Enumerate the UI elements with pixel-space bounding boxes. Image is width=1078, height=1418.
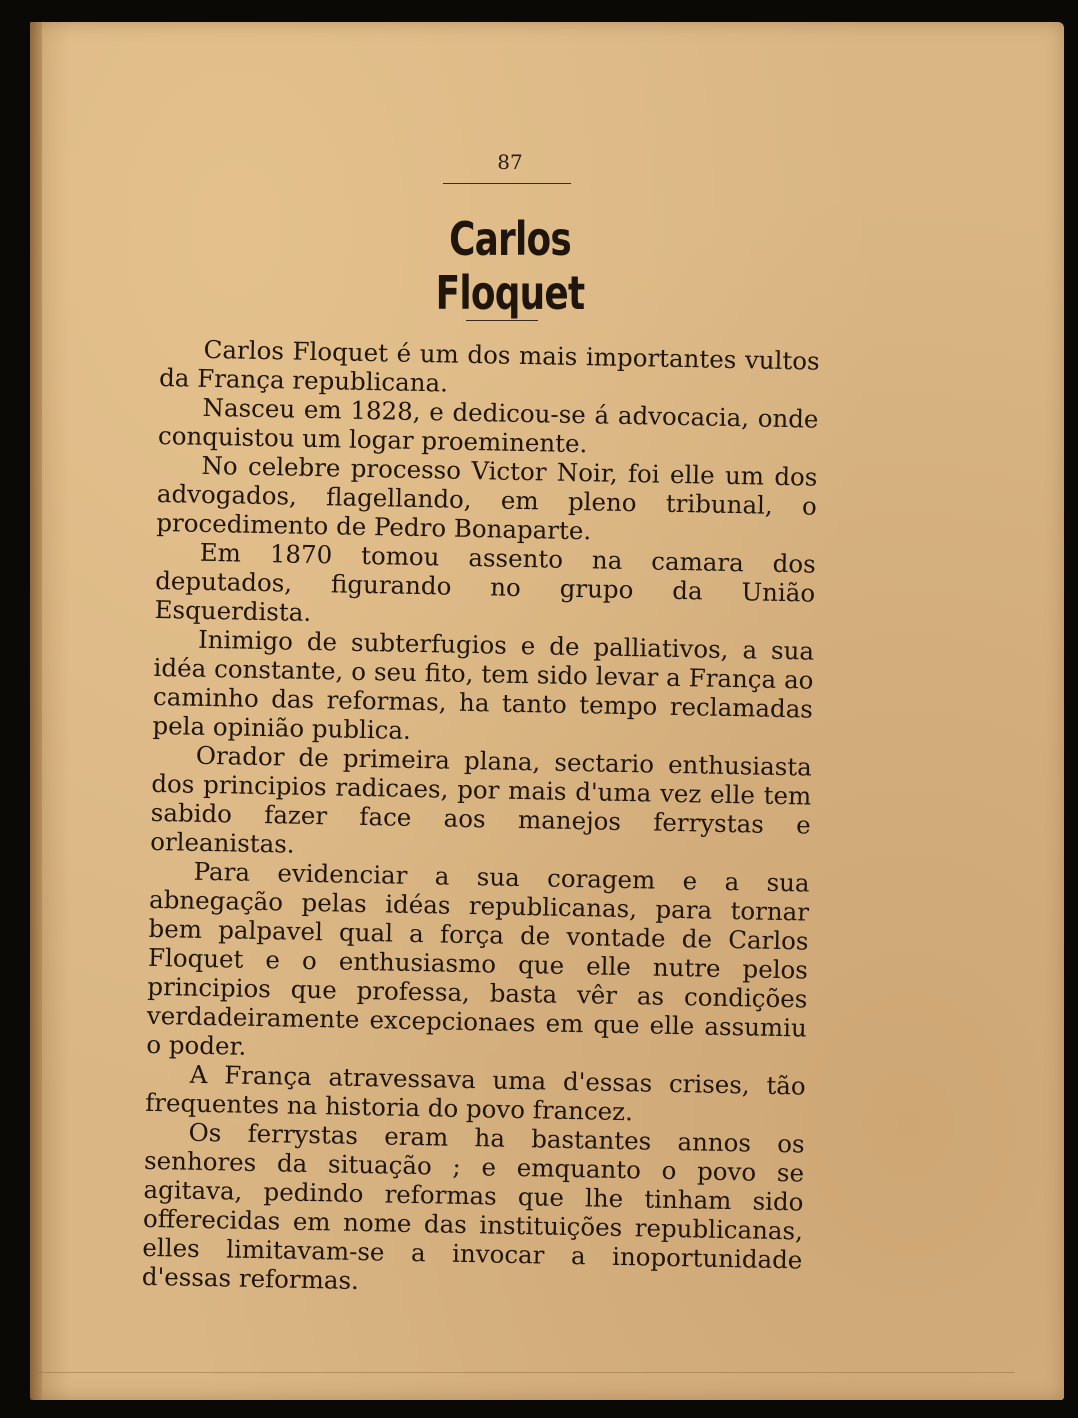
paragraph: Orador de primeira plana, sectario enthusiasta dos principios radicaes, por mais d'uma vez elle tem sabido fazer face aos manejos ferrystas e orleanistas. (149, 740, 813, 859)
paragraph: Em 1870 tomou assento na camara dos deputados, figurando no grupo da União Esquerdista. (154, 537, 816, 627)
paragraph: A França atravessava uma d'essas crises, tão frequentes na historia do povo francez. (144, 1059, 806, 1127)
paragraph: Inimigo de subterfugios e de palliativos, a sua idéa constante, o seu fito, tem sido levar a França ao caminho das reformas, ha tanto tempo reclamadas pela opinião publica. (152, 624, 815, 745)
header-rule (443, 183, 571, 184)
paragraph: Nasceu em 1828, e dedicou-se á advocacia, onde conquistou um logar proeminente. (157, 392, 819, 459)
page-bottom-edge (34, 1372, 1014, 1373)
page-gutter (30, 22, 42, 1400)
paragraph: Para evidenciar a sua coragem e a sua abnegação pelas idéas republicanas, para tornar bem palpavel qual a força de vontade de Carlos Floquet e o enthusiasmo que elle nutre pelos principios que professa, basta vêr as condições verdadeiramente excepcionaes em que elle assumiu o poder. (146, 856, 810, 1061)
paragraph: Os ferrystas eram ha bastantes annos os senhores da situação ; e emquanto o povo se agitava, pedindo reformas que lhe tinham sido offerecidas em nome das instituições republicanas, elles limitavam-se a invocar a inoportunidade d'essas reformas. (141, 1117, 805, 1295)
chapter-title: Carlos Floquet (435, 212, 585, 320)
title-rule (466, 320, 538, 321)
paragraph: Carlos Floquet é um dos mais importantes vultos da França republicana. (158, 334, 820, 398)
body-text (142, 334, 820, 1303)
paragraph: No celebre processo Victor Noir, foi elle um dos advogados, flagellando, em pleno tribunal, o procedimento de Pedro Bonaparte. (156, 450, 818, 546)
page-number: 87 (497, 150, 523, 174)
